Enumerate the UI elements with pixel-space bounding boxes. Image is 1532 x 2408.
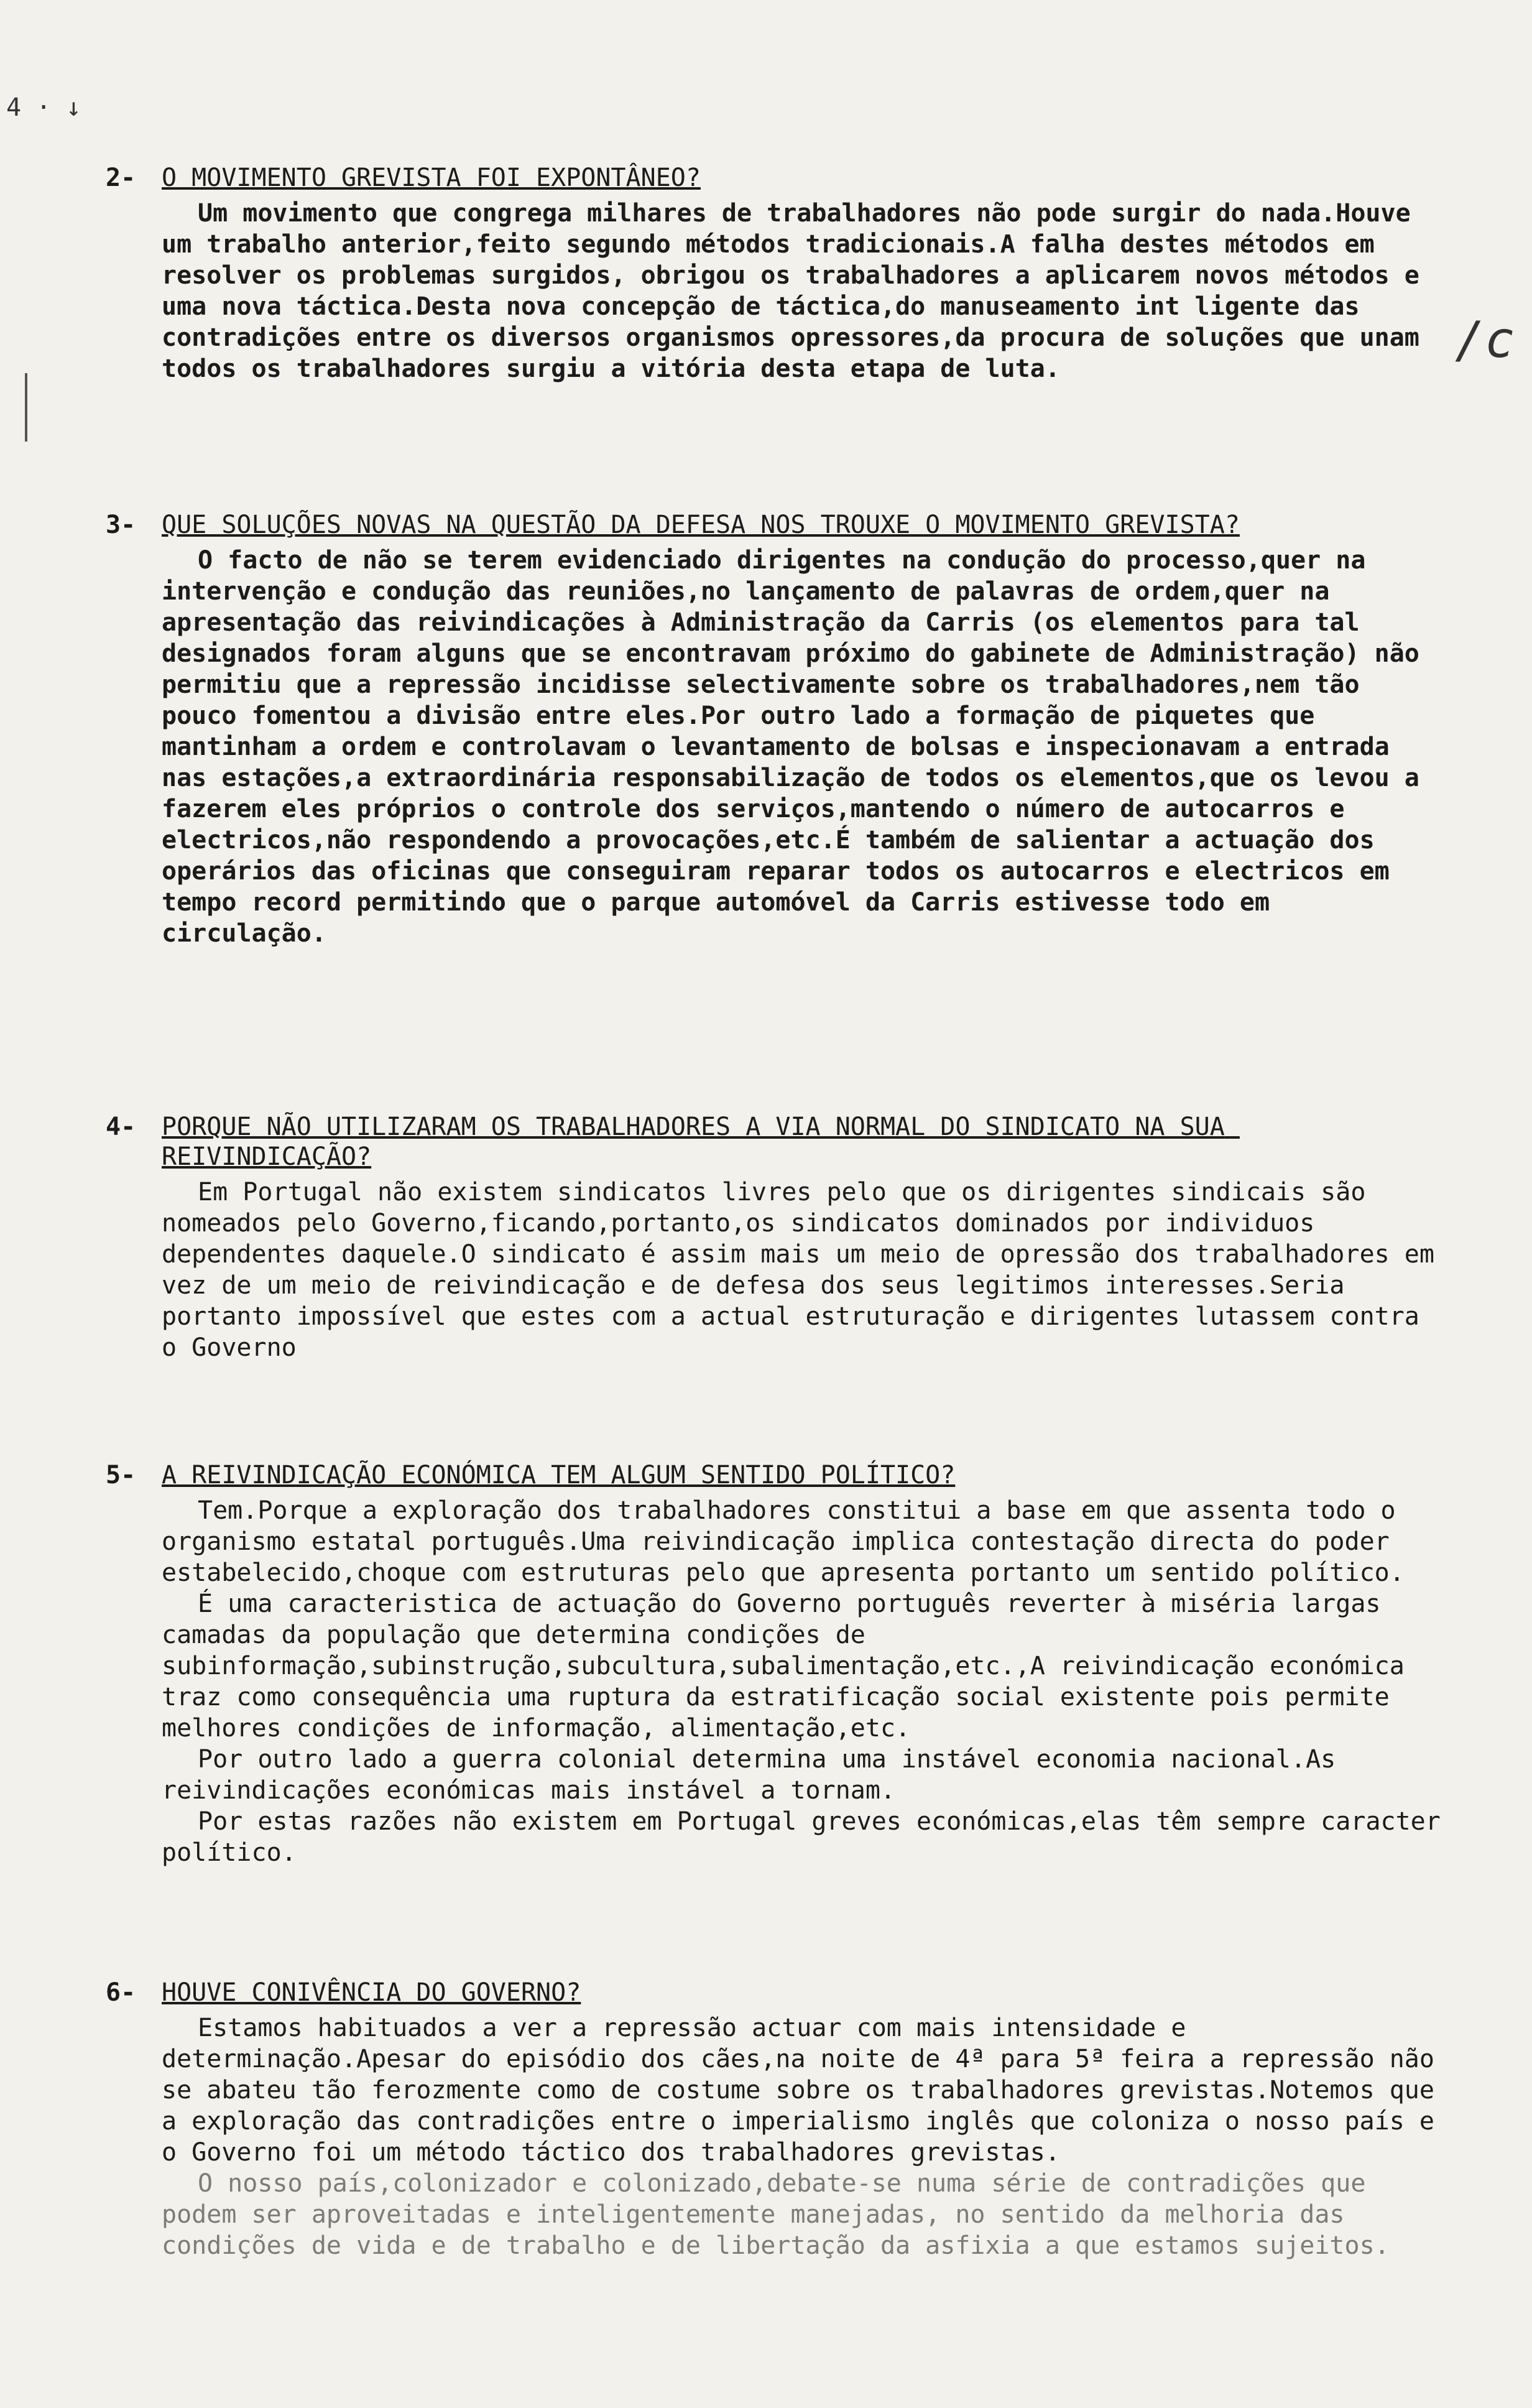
answer-text — [162, 198, 1442, 384]
paragraph: É uma caracteristica de actuação do Governo português reverter à miséria largas camadas da população que determina condições de subinformação,subinstrução,subcultura,subalimentação,etc.,A reivindicação económica traz como consequência uma ruptura da estratificação social existente pois permite melhores condições de informação, alimentação,etc. — [162, 1590, 1405, 1743]
paragraph: Um movimento que congrega milhares de trabalhadores não pode surgir do nada.Houve um trabalho anterior,feito segundo métodos tradicionais.A falha destes métodos em resolver os problemas surgidos, obrigou os trabalhadores a aplicarem novos métodos e uma nova táctica.Desta nova concepção de táctica,do manuseamento int ligente das contradições entre os diversos organismos opressores,da procura de soluções que unam todos os trabalhadores surgiu a vitória desta etapa de luta. — [162, 199, 1419, 383]
paragraph: O facto de não se terem evidenciado dirigentes na condução do processo,quer na intervenção e condução das reuniões,no lançamento de palavras de ordem,quer na apresentação das reivindicações à Administração da Carris (os elementos para tal designados foram alguns que se encontravam próximo do gabinete de Administração) não permitiu que a repressão incidisse selectivamente sobre os trabalhadores,nem tão pouco fomentou a divisão entre eles.Por outro lado a formação de piquetes que mantinham a ordem e controlavam o levantamento de bolsas e inspecionavam a entrada nas estações,a extraordinária responsabilização de todos os elementos,que os levou a fazerem eles próprios o controle dos serviços,mantendo o número de autocarros e electricos,não respondendo a provocações,etc.É também de salientar a actuação dos operários das oficinas que conseguiram reparar todos os autocarros e electricos em tempo record permitindo que o parque automóvel da Carris estivesse todo em circulação. — [162, 546, 1419, 948]
answer-text — [162, 545, 1442, 949]
question-heading — [106, 1978, 1461, 2007]
paragraph: Tem.Porque a exploração dos trabalhadores constitui a base em que assenta todo o organismo estatal português.Uma reivindicação implica contestação directa do poder estabelecido,choque com estruturas pelo que apresenta portanto um sentido político. — [162, 1496, 1405, 1587]
question-heading — [106, 1112, 1461, 1172]
paragraph: Por outro lado a guerra colonial determina uma instável economia nacional.As reivindicações económicas mais instável a tornam. — [162, 1745, 1336, 1805]
question-number: 2- — [106, 164, 136, 192]
question-title: HOUVE CONIVÊNCIA DO GOVERNO? — [162, 1978, 581, 2007]
question-title: A REIVINDICAÇÃO ECONÓMICA TEM ALGUM SENTIDO POLÍTICO? — [162, 1461, 956, 1489]
question-heading — [106, 1460, 1461, 1490]
question-title: O MOVIMENTO GREVISTA FOI EXPONTÂNEO? — [162, 164, 701, 192]
question-title: PORQUE NÃO UTILIZARAM OS TRABALHADORES A VIA NORMAL DO SINDICATO NA SUA REIVINDICAÇÃO? — [162, 1113, 1240, 1171]
paragraph: Em Portugal não existem sindicatos livres pelo que os dirigentes sindicais são nomeados pelo Governo,ficando,portanto,os sindicatos dominados por individuos dependentes daquele.O sindicato é assim mais um meio de opressão dos trabalhadores em vez de um meio de reivindicação e de defesa dos seus legitimos interesses.Seria portanto impossível que estes com a actual estruturação e dirigentes lutassem contra o Governo — [162, 1178, 1434, 1362]
section-5 — [106, 1460, 1461, 1868]
corner-handwritten-mark: 4 · ↓ — [6, 93, 81, 122]
question-title: QUE SOLUÇÕES NOVAS NA QUESTÃO DA DEFESA NOS TROUXE O MOVIMENTO GREVISTA? — [162, 511, 1240, 539]
answer-text — [162, 2012, 1442, 2261]
answer-text — [162, 1177, 1442, 1363]
margin-line — [25, 373, 27, 442]
margin-handwritten-mark: /c — [1455, 311, 1515, 369]
question-number: 5- — [106, 1461, 136, 1489]
question-heading — [106, 510, 1461, 540]
question-number: 4- — [106, 1113, 136, 1141]
section-2 — [106, 163, 1461, 384]
answer-text — [162, 1495, 1442, 1868]
question-number: 3- — [106, 511, 136, 539]
question-heading — [106, 163, 1461, 193]
question-number: 6- — [106, 1978, 136, 2007]
paragraph: O nosso país,colonizador e colonizado,debate-se numa série de contradições que podem ser aproveitadas e inteligentemente manejadas, no sentido da melhoria das condições de vida e de trabalho e de libertação da asfixia a que estamos sujeitos. — [162, 2169, 1390, 2260]
section-4 — [106, 1112, 1461, 1363]
paragraph: Estamos habituados a ver a repressão actuar com mais intensidade e determinação.Apesar do episódio dos cães,na noite de 4ª para 5ª feira a repressão não se abateu tão ferozmente como de costume sobre os trabalhadores grevistas.Notemos que a exploração das contradições entre o imperialismo inglês que coloniza o nosso país e o Governo foi um método táctico dos trabalhadores grevistas. — [162, 2014, 1434, 2167]
paragraph: Por estas razões não existem em Portugal greves económicas,elas têm sempre caracter político. — [162, 1807, 1441, 1867]
section-3 — [106, 510, 1461, 949]
section-6 — [106, 1978, 1461, 2261]
